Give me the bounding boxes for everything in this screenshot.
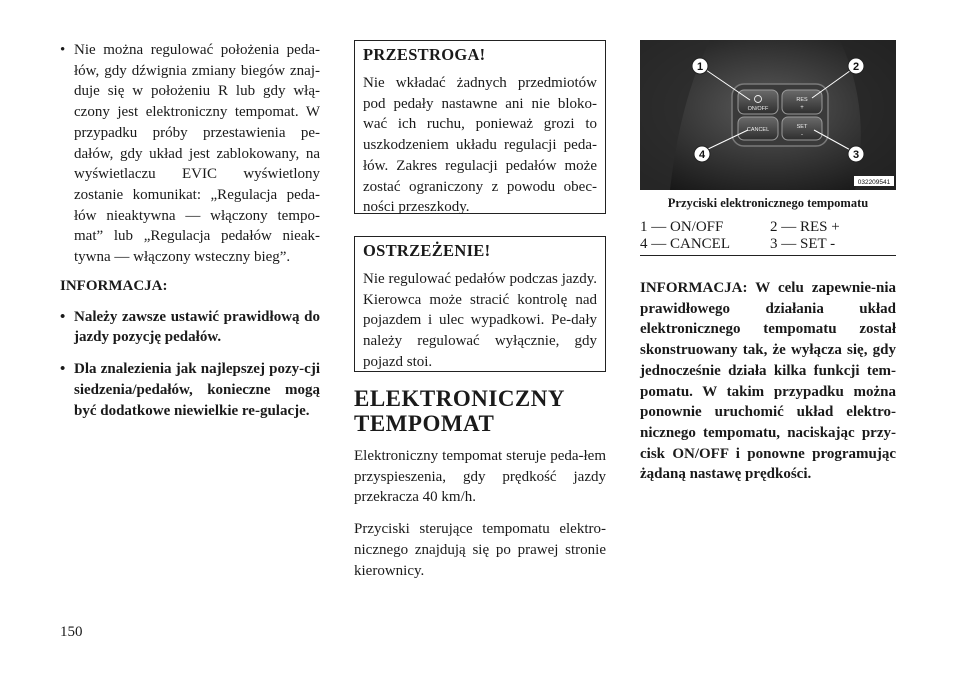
cruise-buttons-paragraph: Przyciski sterujące tempomatu elektro-nicznego znajdują się po prawej stronie kierownicy. [354, 521, 606, 579]
figure-caption: Przyciski elektronicznego tempomatu [667, 196, 869, 210]
callout-4: 4 [698, 149, 706, 161]
res-label: RES [796, 97, 808, 103]
section-title: ELEKTRONICZNY TEMPOMAT [354, 386, 565, 436]
legend-divider [640, 255, 896, 256]
info-bullet-2: • Dla znalezienia jak najlepszej pozy-cji siedzenia/pedałów, konieczne mogą być dodatkowe niewielkie re-gulacje. [60, 361, 320, 419]
right-column [640, 40, 896, 485]
middle-column [354, 40, 606, 592]
res-plus-label: + [800, 105, 804, 111]
legend-row: 4 — CANCEL 3 — SET - [640, 236, 836, 252]
caution-text: Nie wkładać żadnych przedmiotów pod pedały nastawne ani nie bloko-wać ich ruchu, ponieważ grozi to uszkodzeniem układu regulacji peda-łów. Zakres regulacji pedałów może zostać ograniczony z powodu obec-ności przeszkody. [363, 75, 597, 216]
onoff-label: ON/OFF [747, 106, 769, 112]
page-number: 150 [60, 624, 83, 640]
left-column [60, 40, 320, 432]
warning-text: Nie regulować pedałów podczas jazdy. Kierowca może stracić kontrolę nad pojazdem i ulec wypadkowi. Pe-dały należy regulować wyłącznie, gdy pojazd stoi. [363, 271, 597, 370]
callout-2: 2 [852, 61, 860, 73]
warning-box [354, 236, 606, 372]
warning-title: OSTRZEŻENIE! [363, 241, 491, 260]
set-label: SET [796, 124, 808, 130]
cruise-intro-paragraph: Elektroniczny tempomat steruje peda-łem przyspieszenia, gdy prędkość jazdy przekracza 40 km/h. [354, 448, 606, 506]
set-minus-label: - [801, 132, 803, 138]
steering-wheel-illustration [640, 40, 896, 190]
caution-box [354, 40, 606, 214]
cruise-info-paragraph: INFORMACJA: W celu zapewnie-nia prawidłowego działania układ elektronicznego tempomatu został skonstruowany tak, że wyłącza się, gdy jednocześnie działa kilka funkcji tem-pomatu. W takim przypadku można ponownie uruchomić układ elektro-nicznego tempomatu, naciskając przy-cisk ON/OFF i ponowne programując żądaną nastawę prędkości. [640, 280, 896, 483]
info-bullet-1: • Należy zawsze ustawić prawidłową do jazdy pozycję pedałów. [60, 308, 320, 346]
figure-code: 032209541 [857, 179, 891, 186]
cancel-label: CANCEL [746, 127, 770, 133]
pedal-restriction-bullet: • Nie można regulować położenia peda-łów, gdy dźwignia zmiany biegów znaj-duje się w położeniu R lub gdy włą-czony jest elektroniczny tempomat. W przypadku próby przestawienia pe-dałów, gdy układ jest zablokowany, na wyświetlaczu EVIC wyświetlony zostanie komunikat: „Regulacja peda-łów nieaktywna — włączony tempo-mat” lub „Regulacja pedałów nieak-tywna — włączony wsteczny bieg”. [60, 42, 320, 266]
callout-1: 1 [696, 61, 704, 73]
steering-wheel-controls-figure [640, 40, 896, 190]
legend-row: 1 — ON/OFF 2 — RES + [640, 219, 840, 235]
info-heading: INFORMACJA: [60, 277, 168, 294]
callout-3: 3 [852, 149, 860, 161]
caution-title: PRZESTROGA! [363, 45, 486, 64]
